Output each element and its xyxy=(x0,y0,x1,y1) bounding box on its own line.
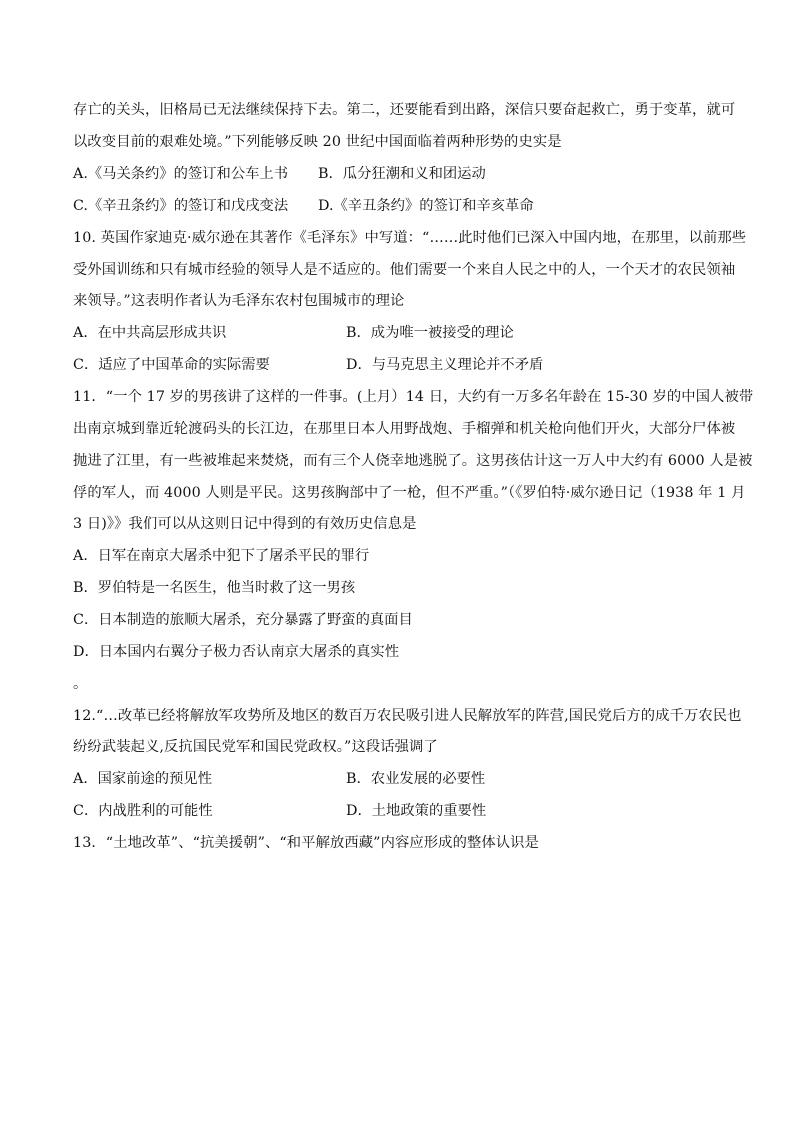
q11-option-c: C．日本制造的旅顺大屠杀，充分暴露了野蛮的真面目 xyxy=(73,612,413,628)
q10-stem-line-3: 来领导。”这表明作者认为毛泽东农村包围城市的理论 xyxy=(73,293,405,309)
q10-option-d: D．与马克思主义理论并不矛盾 xyxy=(346,357,544,373)
q11-option-d: D．日本国内右翼分子极力否认南京大屠杀的真实性 xyxy=(73,644,399,660)
q11-option-b: B．罗伯特是一名医生，他当时救了这一男孩 xyxy=(73,580,356,596)
q11-option-a: A．日军在南京大屠杀中犯下了屠杀平民的罪行 xyxy=(73,548,370,564)
q10-option-b: B．成为唯一被接受的理论 xyxy=(346,325,514,341)
q12-stem-line-2: 纷纷武装起义,反抗国民党军和国民党政权。”这段话强调了 xyxy=(73,739,438,755)
q10-option-c: C．适应了中国革命的实际需要 xyxy=(73,357,270,373)
q11-stem-line-4: 俘的军人，而 4000 人则是平民。这男孩胸部中了一枪，但不严重。”（《罗伯特·威尔逊日记（1938 年 1 月 xyxy=(73,485,746,501)
q10-stem-line-2: 受外国训练和只有城市经验的领导人是不适应的。他们需要一个来自人民之中的人，一个天才的农民领袖 xyxy=(73,262,736,278)
q9-stem-line-1: 存亡的关头，旧格局已无法继续保持下去。第二，还要能看到出路，深信只要奋起救亡，勇于变革，就可 xyxy=(73,102,736,118)
q11-stem-line-5: 3 日)》》我们可以从这则日记中得到的有效历史信息是 xyxy=(73,516,417,532)
q12-stem-line-1: 12.“…改革已经将解放军攻势所及地区的数百万农民吸引进人民解放军的阵营,国民党后方的成千万农民也 xyxy=(73,708,742,724)
q12-option-d: D．土地政策的重要性 xyxy=(346,803,487,819)
q13-stem-line-1: 13．“土地改革”、“抗美援朝”、“和平解放西藏”内容应形成的整体认识是 xyxy=(73,835,539,851)
q12-option-c: C．内战胜利的可能性 xyxy=(73,803,213,819)
q9-option-a: A.《马关条约》的签订和公车上书 xyxy=(73,166,289,182)
q9-option-b: B．瓜分狂潮和义和团运动 xyxy=(318,166,486,182)
q12-option-a: A．国家前途的预见性 xyxy=(73,771,212,787)
q12-option-b: B．农业发展的必要性 xyxy=(346,771,486,787)
q11-stem-line-1: 11．“一个 17 岁的男孩讲了这样的一件事。(上月）14 日，大约有一万多名年龄在 15-30 岁的中国人被带 xyxy=(73,389,754,405)
q11-stem-line-2: 出南京城到靠近轮渡码头的长江边，在那里日本人用野战炮、手榴弹和机关枪向他们开火，大部分尸体被 xyxy=(73,421,736,437)
q11-trailing-mark: 。 xyxy=(73,676,88,692)
q9-stem-line-2: 以改变目前的艰难处境。”下列能够反映 20 世纪中国面临着两种形势的史实是 xyxy=(73,134,562,150)
q10-option-a: A．在中共高层形成共识 xyxy=(73,325,227,341)
q9-option-d: D.《辛丑条约》的签订和辛亥革命 xyxy=(318,198,534,214)
q11-stem-line-3: 抛进了江里，有一些被堆起来焚烧，而有三个人侥幸地逃脱了。这男孩估计这一万人中大约有 6000 人是被 xyxy=(73,453,753,469)
q10-stem-line-1: 10. 英国作家迪克·威尔逊在其著作《毛泽东》中写道：“……此时他们已深入中国内地，在那里，以前那些 xyxy=(73,230,747,246)
q9-option-c: C.《辛丑条约》的签订和戊戌变法 xyxy=(73,198,289,214)
